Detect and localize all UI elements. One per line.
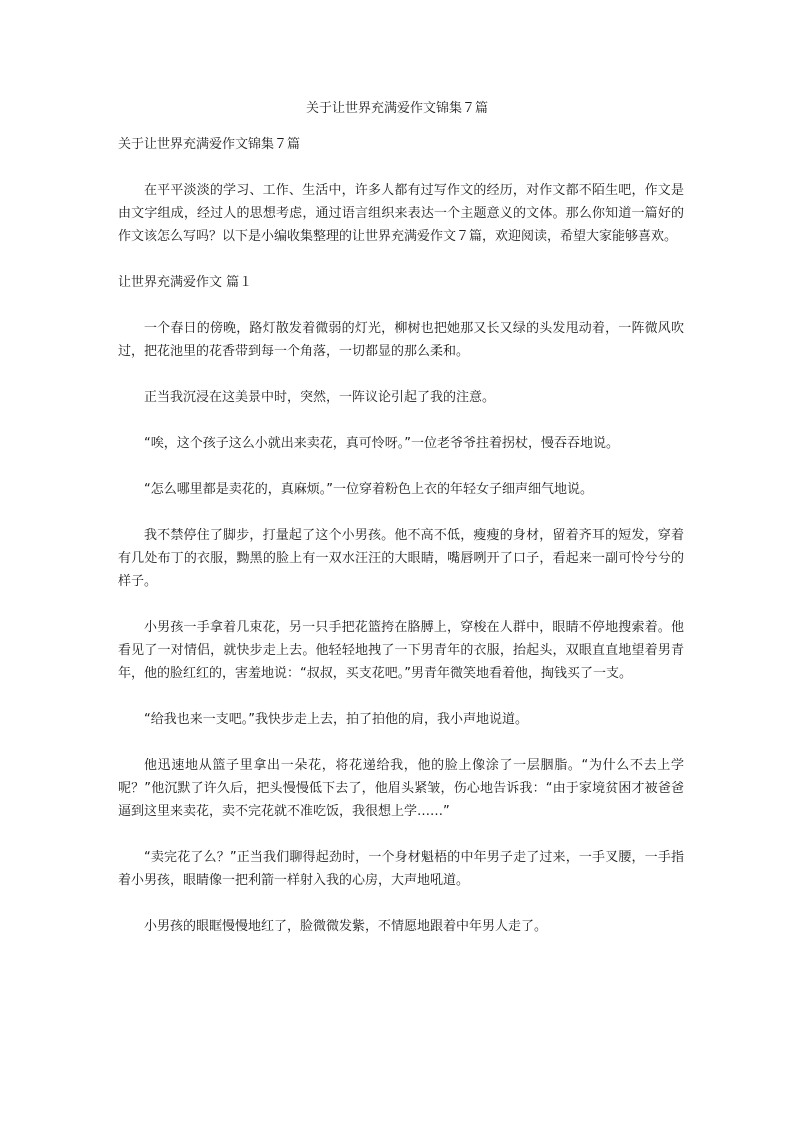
body-paragraph: 小男孩的眼眶慢慢地红了，脸微微发紫，不情愿地跟着中年男人走了。 xyxy=(144,919,548,934)
body-paragraph: 正当我沉浸在这美景中时，突然，一阵议论引起了我的注意。 xyxy=(144,390,496,405)
body-paragraph: 他迅速地从篮子里拿出一朵花，将花递给我，他的脸上像涂了一层胭脂。“为什么不去上学呢？”他沉默了许久后，把头慢慢低下去了，他眉头紧皱，伤心地告诉我：“由于家境贫困才被爸爸逼到这里来卖花，卖不完花就不准吃饭，我很想上学……” xyxy=(118,758,684,819)
body-paragraph: “唉，这个孩子这么小就出来卖花，真可怜呀。”一位老爷爷拄着拐杖，慢吞吞地说。 xyxy=(144,436,619,451)
page-header-title: 关于让世界充满爱作文锦集７篇 xyxy=(305,101,488,116)
body-paragraph: 一个春日的傍晚，路灯散发着微弱的灯光，柳树也把她那又长又绿的头发甩动着，一阵微风吹过，把花池里的花香带到每一个角落，一切都显的那么柔和。 xyxy=(118,321,684,359)
body-paragraph: “怎么哪里都是卖花的，真麻烦。”一位穿着粉色上衣的年轻女子细声细气地说。 xyxy=(144,482,593,497)
section-heading: 让世界充满爱作文 篇１ xyxy=(118,275,253,290)
intro-paragraph: 在平平淡淡的学习、工作、生活中，许多人都有过写作文的经历，对作文都不陌生吧，作文是由文字组成，经过人的思想考虑，通过语言组织来表达一个主题意义的文体。那么你知道一篇好的作文该怎么写吗？以下是小编收集整理的让世界充满爱作文７篇，欢迎阅读，希望大家能够喜欢。 xyxy=(118,183,684,244)
document-subtitle: 关于让世界充满爱作文锦集７篇 xyxy=(118,137,301,152)
body-paragraph: “给我也来一支吧。”我快步走上去，拍了拍他的肩，我小声地说道。 xyxy=(144,712,528,727)
document-body xyxy=(118,133,684,938)
body-paragraph: 我不禁停住了脚步，打量起了这个小男孩。他不高不低，瘦瘦的身材，留着齐耳的短发，穿着有几处布丁的衣服，黝黑的脸上有一双水汪汪的大眼睛，嘴唇咧开了口子，看起来一副可怜兮兮的样子。 xyxy=(118,528,684,589)
body-paragraph: “卖完花了么？”正当我们聊得起劲时，一个身材魁梧的中年男子走了过来，一手叉腰，一手指着小男孩，眼睛像一把利箭一样射入我的心房，大声地吼道。 xyxy=(118,850,684,888)
body-paragraph: 小男孩一手拿着几束花，另一只手把花篮挎在胳膊上，穿梭在人群中，眼睛不停地搜索着。他看见了一对情侣，就快步走上去。他轻轻地拽了一下男青年的衣服，抬起头，双眼直直地望着男青年，他的脸红红的，害羞地说：“叔叔，买支花吧。”男青年微笑地看着他，掏钱买了一支。 xyxy=(118,620,684,681)
